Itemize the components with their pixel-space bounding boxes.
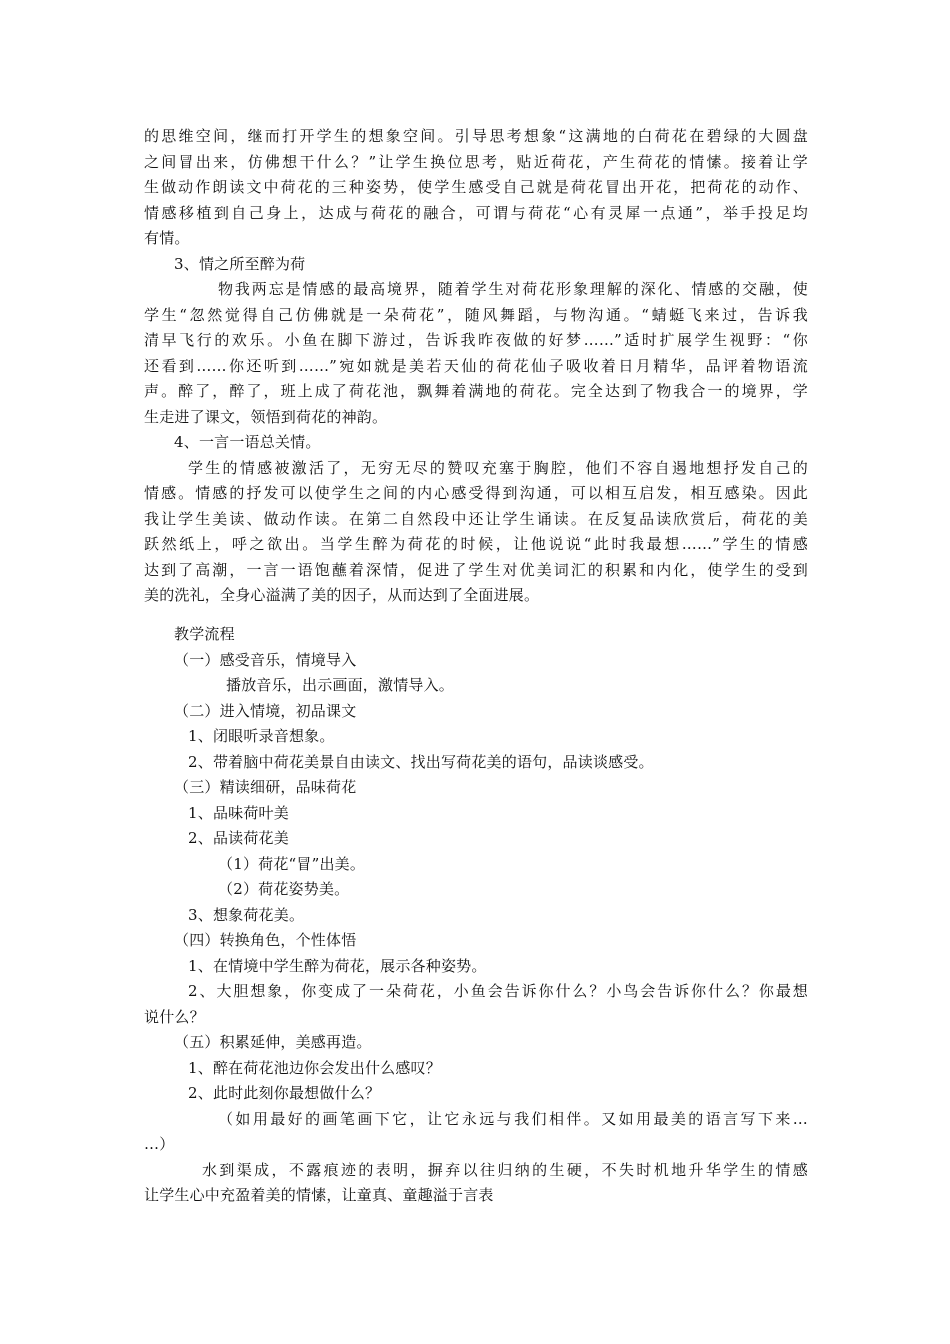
text-line: 情感移植到自己身上，达成与荷花的融合，可谓与荷花“心有灵犀一点通”，举手投足均 [144, 203, 808, 222]
text-line: 物我两忘是情感的最高境界，随着学生对荷花形象理解的深化、情感的交融，使 [218, 280, 808, 298]
flow-title: 教学流程 [174, 625, 235, 643]
text-line: 跃然纸上，呼之欲出。当学生醉为荷花的时候，让他说说“此时我最想……”学生的情感 [144, 535, 808, 553]
flow-note-continued: …） [144, 1135, 175, 1153]
flow-section-5: （五）积累延伸，美感再造。 [174, 1033, 372, 1051]
teaching-flow [144, 622, 808, 1209]
text-line: 生走进了课文，领悟到荷花的神韵。 [144, 407, 388, 426]
flow-item: 2、品读荷花美 [188, 829, 289, 847]
text-line: 的思维空间，继而打开学生的想象空间。引导思考想象“这满地的白荷花在碧绿的大圆盘 [144, 127, 808, 145]
text-line: 之间冒出来，仿佛想干什么？”让学生换位思考，贴近荷花，产生荷花的情愫。接着让学 [144, 152, 808, 171]
flow-item: 1、品味荷叶美 [188, 803, 289, 822]
flow-note: （如用最好的画笔画下它，让它永远与我们相伴。又如用最美的语言写下来… [218, 1109, 808, 1128]
flow-item: 1、闭眼听录音想象。 [188, 727, 335, 745]
closing-line: 让学生心中充盈着美的情愫，让童真、童趣溢于言表 [144, 1186, 494, 1204]
flow-subitem: （1）荷花“冒”出美。 [218, 854, 366, 873]
flow-item: 1、醉在荷花池边你会发出什么感叹？ [188, 1058, 441, 1077]
flow-item: 1、在情境中学生醉为荷花，展示各种姿势。 [188, 956, 487, 975]
text-line: 学生“忽然觉得自己仿佛就是一朵荷花”，随风舞蹈，与物沟通。“蜻蜓飞来过，告诉我 [144, 305, 808, 324]
text-line: 情感。情感的抒发可以使学生之间的内心感受得到沟通，可以相互启发，相互感染。因此 [144, 484, 808, 502]
text-line: 我让学生美读、做动作读。在第二自然段中还让学生诵读。在反复品读欣赏后，荷花的美 [144, 509, 808, 528]
flow-item: 2、大胆想象，你变成了一朵荷花，小鱼会告诉你什么？小鸟会告诉你什么？你最想 [188, 982, 808, 1000]
text-line: 有情。 [144, 229, 190, 247]
text-line: 还看到……你还听到……”宛如就是美若天仙的荷花仙子吸收着日月精华，品评着物语流 [144, 356, 808, 375]
text-line: 生做动作朗读文中荷花的三种姿势，使学生感受自己就是荷花冒出开花，把荷花的动作、 [144, 178, 808, 196]
flow-item: 2、带着脑中荷花美景自由读文、找出写荷花美的语句，品读谈感受。 [188, 752, 654, 771]
flow-section-1: （一）感受音乐，情境导入 [174, 650, 357, 669]
heading-3: 3、情之所至醉为荷 [174, 254, 306, 273]
flow-subitem: （2）荷花姿势美。 [218, 880, 350, 898]
flow-section-4: （四）转换角色，个性体悟 [174, 931, 357, 949]
text-line: 清早飞行的欢乐。小鱼在脚下游过，告诉我昨夜做的好梦……”适时扩展学生视野：“你 [144, 331, 808, 349]
closing-line: 水到渠成，不露痕迹的表明，摒弃以往归纳的生硬，不失时机地升华学生的情感 [202, 1160, 808, 1179]
text-line: 美的洗礼，全身心溢满了美的因子，从而达到了全面进展。 [144, 586, 540, 604]
text-line: 达到了高潮，一言一语饱蘸着深情，促进了学生对优美词汇的积累和内化，使学生的受到 [144, 560, 808, 579]
flow-item: 播放音乐，出示画面，激情导入。 [226, 676, 455, 694]
flow-section-3: （三）精读细研，品味荷花 [174, 778, 357, 796]
flow-item-continued: 说什么？ [144, 1007, 205, 1026]
flow-item: 2、此时此刻你最想做什么？ [188, 1084, 381, 1102]
text-line: 声。醉了，醉了，班上成了荷花池，飘舞着满地的荷花。完全达到了物我合一的境界，学 [144, 382, 808, 400]
text-line: 学生的情感被激活了，无穷无尽的赞叹充塞于胸腔，他们不容自遏地想抒发自己的 [188, 458, 808, 477]
flow-item: 3、想象荷花美。 [188, 905, 305, 924]
paragraph-imagination [144, 124, 808, 609]
flow-section-2: （二）进入情境，初品课文 [174, 701, 357, 720]
heading-4: 4、一言一语总关情。 [174, 433, 321, 451]
